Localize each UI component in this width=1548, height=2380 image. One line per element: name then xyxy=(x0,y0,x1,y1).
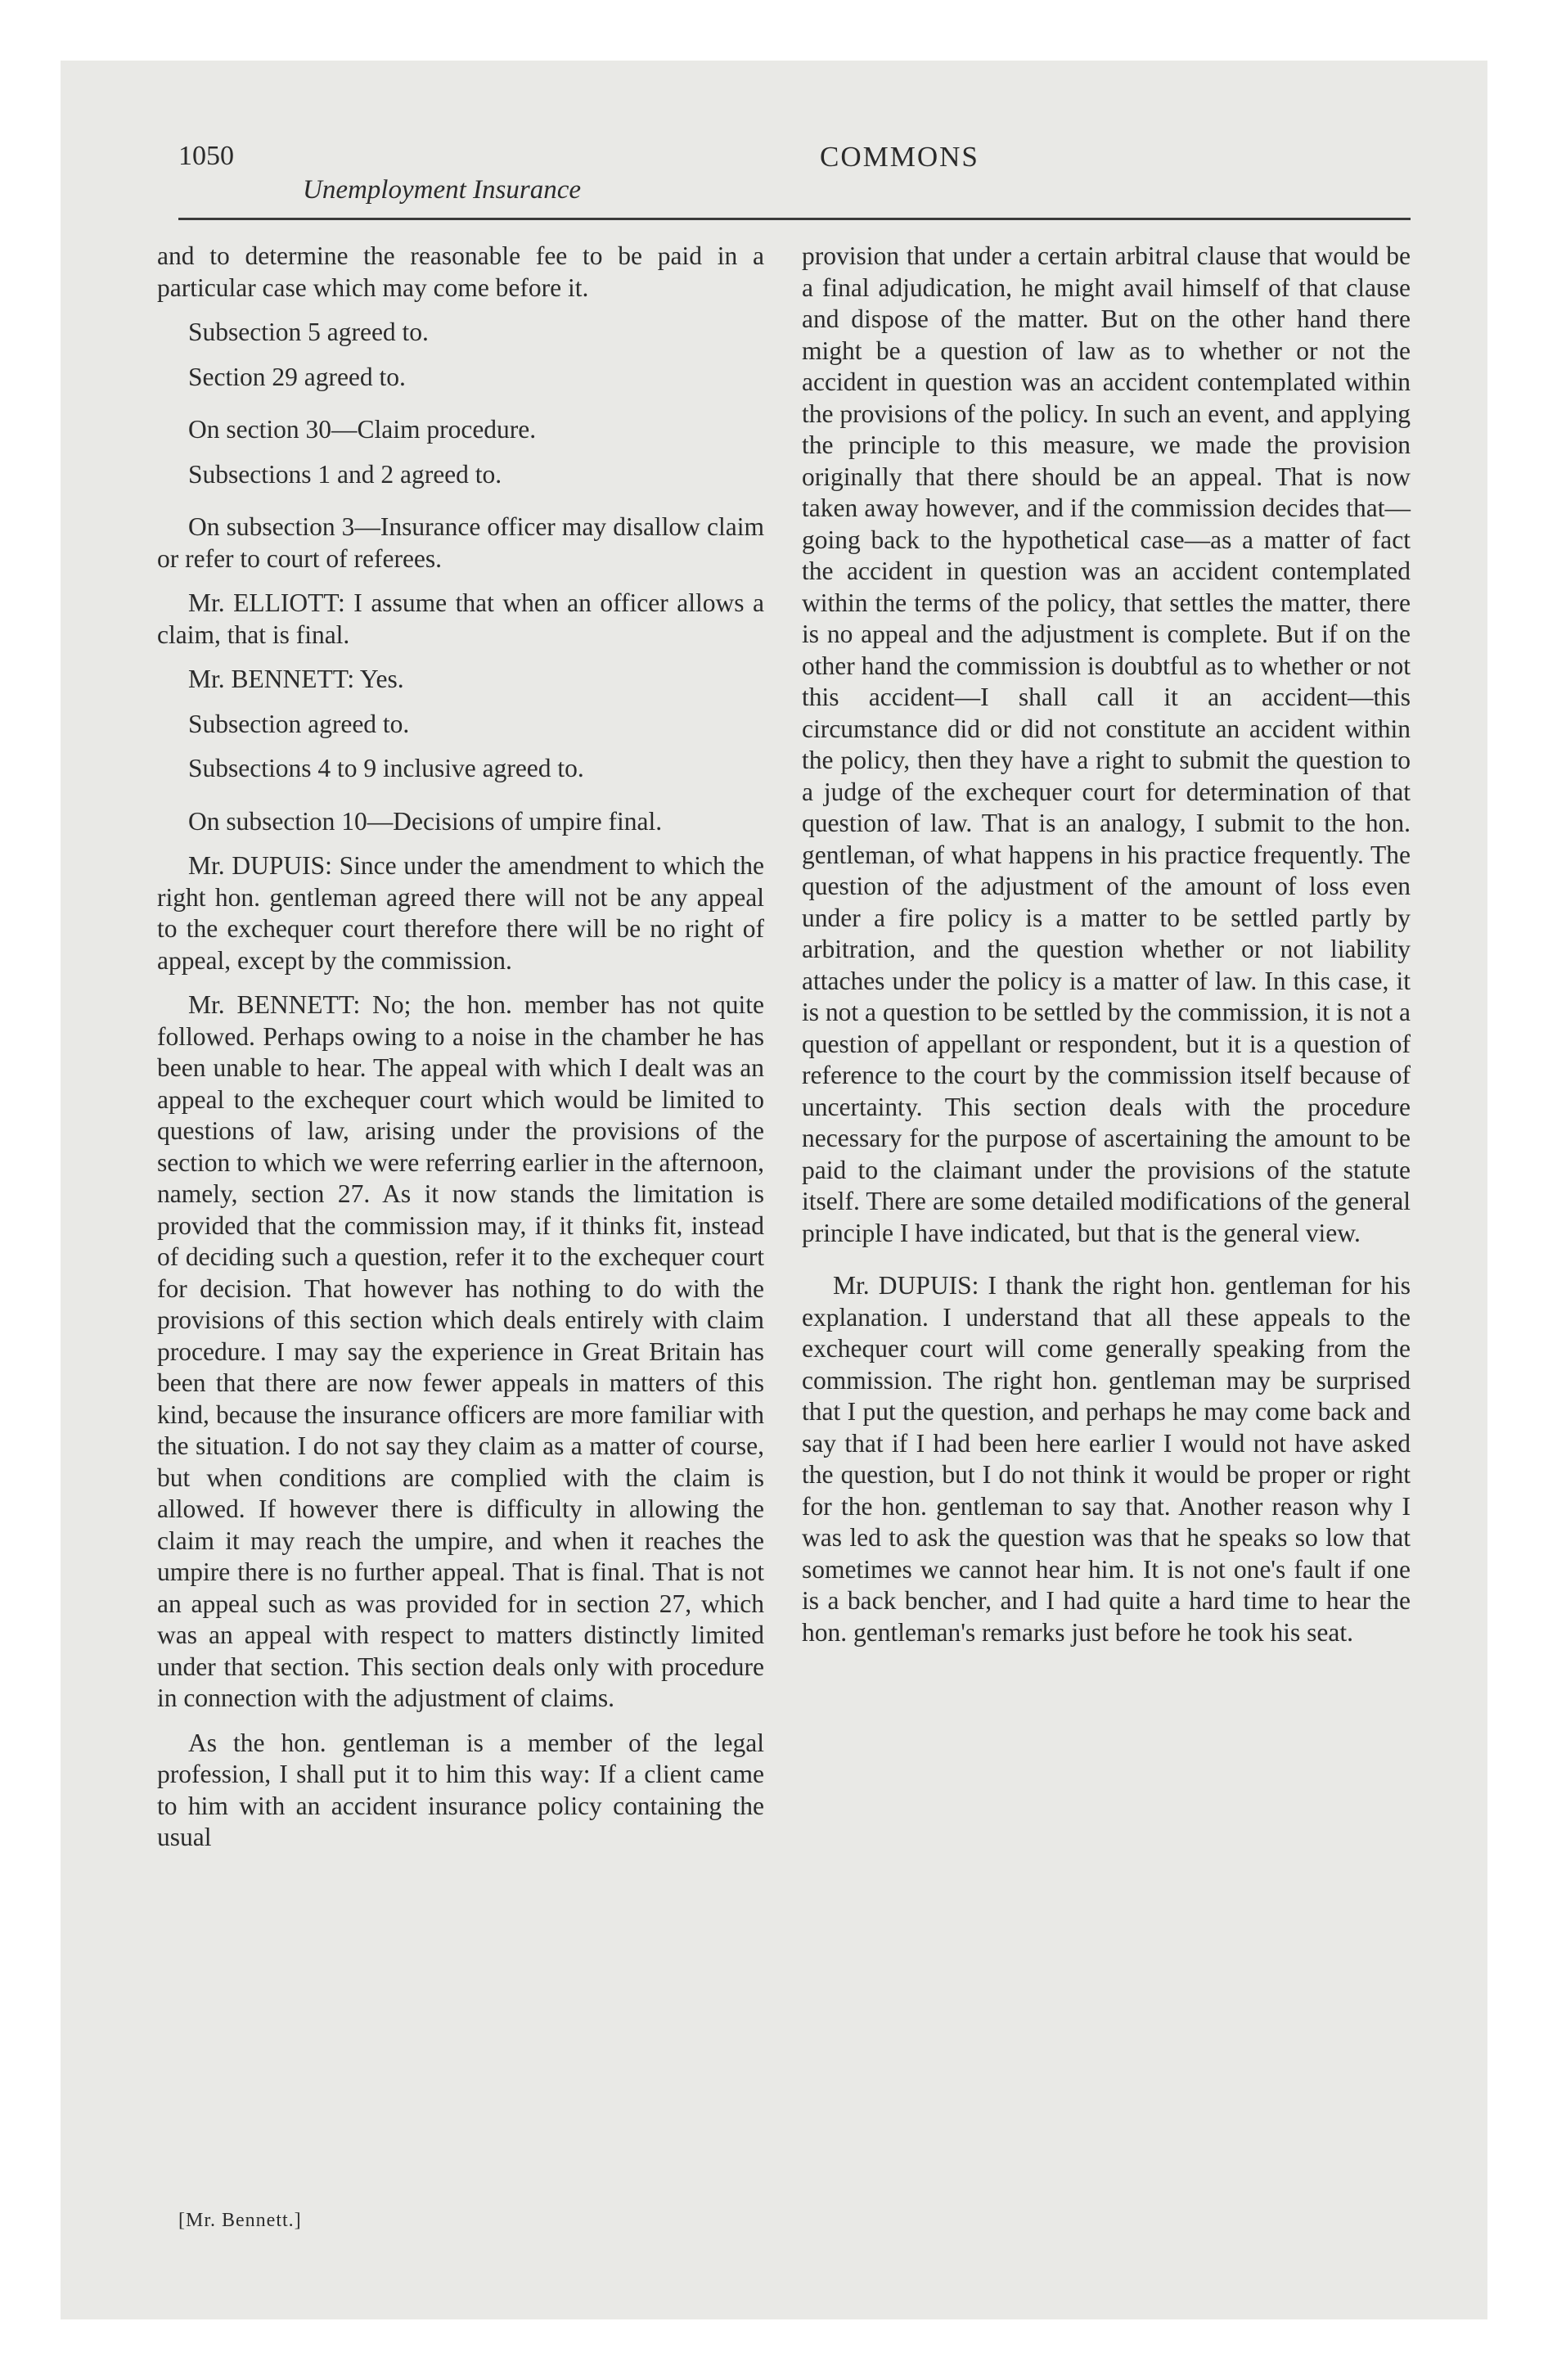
motion-line: Subsection agreed to. xyxy=(188,709,410,738)
motion-line: Subsections 1 and 2 agreed to. xyxy=(188,459,502,489)
header-rule xyxy=(178,218,1411,220)
right-column xyxy=(802,241,1411,1661)
speech-paragraph: Mr. BENNETT: No; the hon. member has not quite followed. Perhaps owing to a noise in the chamber he has been unable to hear. The appeal with which I dealt was an appeal to the exchequer court which would be limited to questions of law, arising under the provisions of the section to which we were referring earlier in the afternoon, namely, section 27. As it now stands the limitation is provided that the commission may, if it thinks fit, instead of deciding such a question, refer it to the exchequer court for decision. That however has nothing to do with the provisions of this section which deals entirely with claim procedure. I may say the experience in Great Britain has been that there are now fewer appeals in matters of this kind, because the insurance officers are more familiar with the situation. I do not say they claim as a matter of course, but when conditions are complied with the claim is allowed. If however there is difficulty in allowing the claim it may reach the umpire, and when it reaches the umpire there is no further appeal. That is final. That is not an appeal such as was provided for in section 27, which was an appeal with respect to matters distinctly limited under that section. This section deals only with procedure in connection with the adjustment of claims. xyxy=(157,990,764,1712)
motion-line: Subsections 4 to 9 inclusive agreed to. xyxy=(188,754,584,782)
page-subtitle: Unemployment Insurance xyxy=(303,175,581,205)
speech-paragraph: Mr. DUPUIS: I thank the right hon. gentleman for his explanation. I understand that all these appeals to the exchequer court will come generally speaking from the commission. The right hon. gentleman may be surprised that I put the question, and perhaps he may come back and say that if I had been here earlier I would not have asked the question, but I do not think it would be proper or right for the hon. gentleman to say that. Another reason why I was led to ask the question was that he speaks so low that sometimes we cannot hear him. It is not one's fault if one is a back bencher, and I had quite a hard time to hear the hon. gentleman's remarks just before he took his seat. xyxy=(802,1271,1411,1647)
speech-paragraph: Mr. BENNETT: Yes. xyxy=(188,665,404,693)
paragraph: provision that under a certain arbitral clause that would be a final adjudication, he might avail himself of that clause and dispose of the matter. But on the other hand there might be a question of law as to whether or not the accident in question was an accident contemplated within the provisions of the policy. In such an event, and applying the principle to this measure, we made the provision originally that there should be an appeal. That is now taken away however, and if the commission decides that—going back to the hypothetical case—as a matter of fact the accident in question was an accident contemplated within the terms of the policy, that settles the matter, there is no appeal and the adjustment is complete. But if on the other hand the commission is doubtful as to whether or not this accident—I shall call it an accident—this circumstance did or did not constitute an accident within the policy, then they have a right to submit the question to a judge of the exchequer court for determination of that question of law. That is an analogy, I submit to the hon. gentleman, of what happens in his practice frequently. The question of the adjustment of the amount of loss even under a fire policy is a matter to be settled partly by arbitration, and the question whether or not liability attaches under the policy is a matter of law. In this case, it is not a question to be settled by the commission, it is not a question of appellant or respondent, but it is a question of reference to the court by the commission itself because of uncertainty. This section deals with the procedure necessary for the purpose of ascertaining the amount to be paid to the claimant under the provisions of the statute itself. There are some detailed modifications of the general principle I have indicated, but that is the general view. xyxy=(802,241,1411,1247)
speaker-attribution: [Mr. Bennett.] xyxy=(178,2210,302,2231)
paragraph: On subsection 3—Insurance officer may disallow claim or refer to court of referees. xyxy=(157,512,764,573)
page-header xyxy=(178,137,1411,219)
speech-paragraph: As the hon. gentleman is a member of the legal profession, I shall put it to him this way: If a client came to him with an accident insurance policy containing the usual xyxy=(157,1728,764,1851)
page-number: 1050 xyxy=(178,141,234,171)
motion-line: Subsection 5 agreed to. xyxy=(188,318,429,346)
speech-paragraph: Mr. ELLIOTT: I assume that when an officer allows a claim, that is final. xyxy=(157,588,764,649)
motion-line: On section 30—Claim procedure. xyxy=(188,415,537,444)
paragraph: and to determine the reasonable fee to be paid in a particular case which may come before it. xyxy=(157,241,764,302)
speech-paragraph: Mr. DUPUIS: Since under the amendment to which the right hon. gentleman agreed there will not be any appeal to the exchequer court therefore there will be no right of appeal, except by the commission. xyxy=(157,851,764,975)
motion-line: On subsection 10—Decisions of umpire final. xyxy=(188,806,663,836)
page-title: COMMONS xyxy=(820,141,979,173)
left-column xyxy=(157,241,764,1867)
motion-line: Section 29 agreed to. xyxy=(188,362,406,391)
